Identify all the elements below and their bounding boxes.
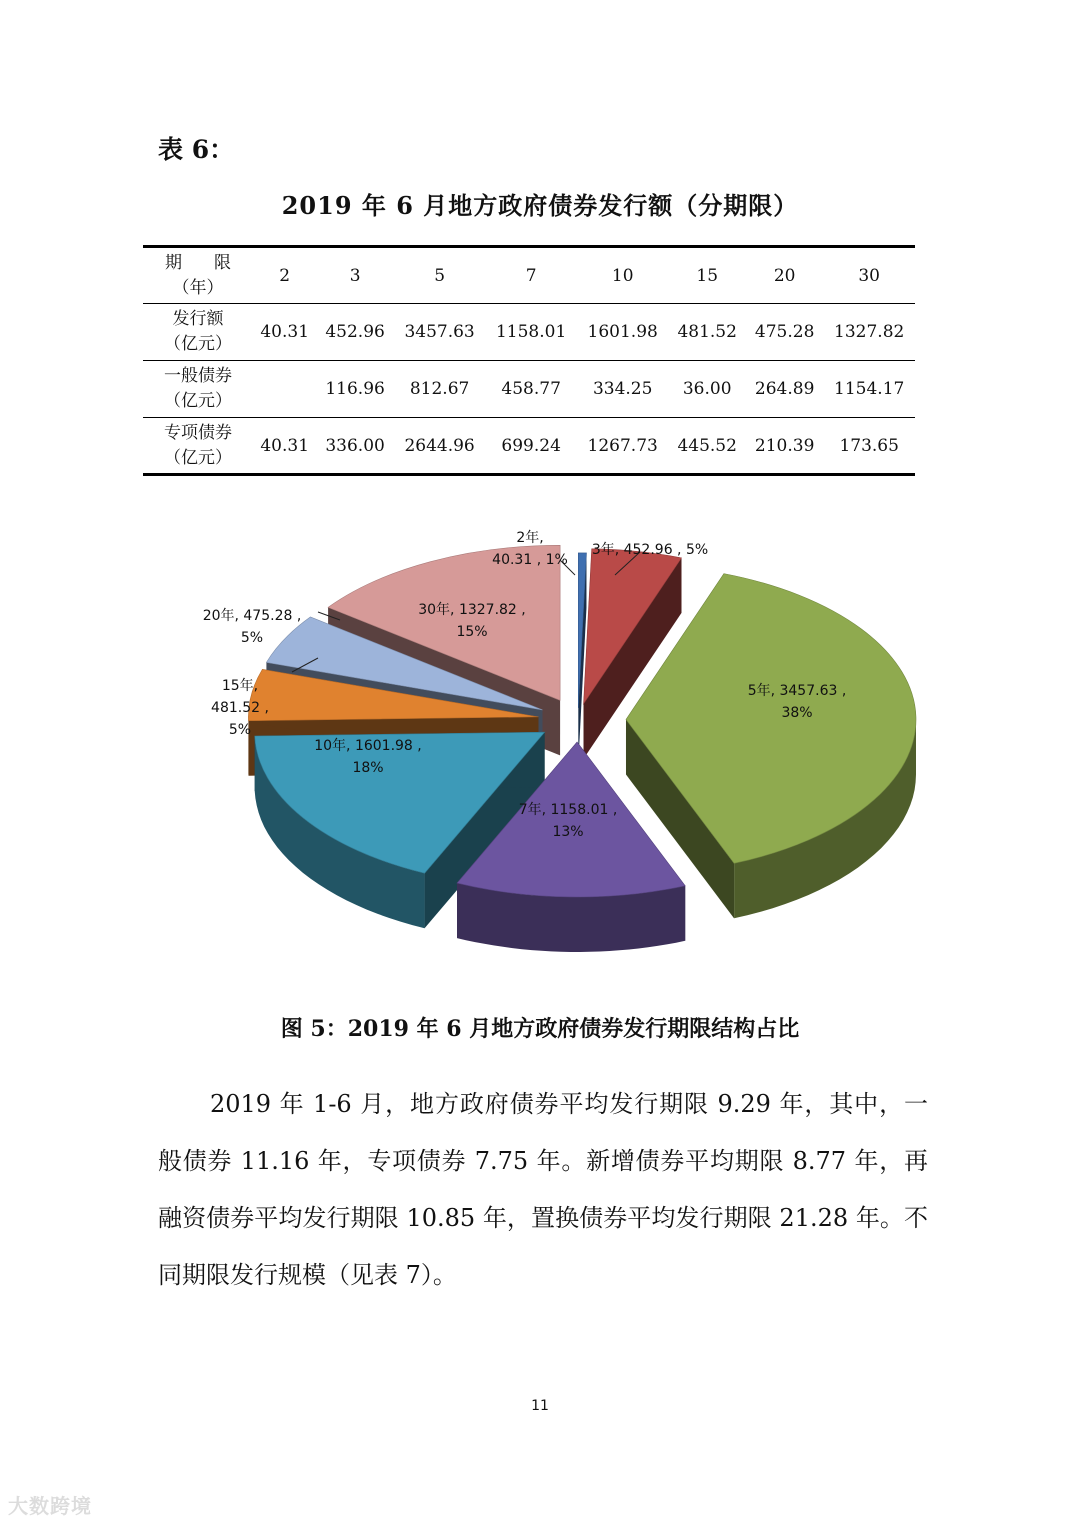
period-cell: 2 bbox=[279, 265, 291, 286]
pie-label-2年: 2年, 40.31 , 1% bbox=[492, 530, 568, 568]
value-cell: 458.77 bbox=[501, 379, 561, 399]
value-cell: 1158.01 bbox=[495, 322, 567, 342]
value-cell: 2644.96 bbox=[404, 435, 475, 456]
value-cell: 36.00 bbox=[682, 379, 732, 399]
value-cell: 812.67 bbox=[409, 379, 470, 399]
value-cell: 40.31 bbox=[260, 435, 310, 456]
value-cell: 699.24 bbox=[501, 435, 561, 456]
value-cell: 452.96 bbox=[325, 322, 385, 342]
body-paragraph bbox=[158, 1076, 928, 1304]
header-line1: 期限 bbox=[165, 252, 263, 273]
pie-label-15年: 15年, 481.52 , 5% bbox=[211, 678, 269, 738]
pie-label-5年: 5年, 3457.63 , 38% bbox=[747, 683, 847, 721]
pie-label-10年: 10年, 1601.98 , 18% bbox=[314, 738, 422, 776]
value-cell: 1601.98 bbox=[587, 322, 658, 342]
period-cell: 20 bbox=[773, 265, 796, 286]
value-cell: 173.65 bbox=[839, 435, 899, 456]
period-cell: 5 bbox=[434, 265, 446, 286]
period-cell: 15 bbox=[696, 265, 719, 286]
period-cell: 3 bbox=[349, 265, 361, 286]
value-cell: 1267.73 bbox=[587, 435, 658, 456]
header-line2: （年） bbox=[172, 277, 224, 298]
period-cell: 30 bbox=[858, 265, 880, 286]
row-head-line1: 专项债券 bbox=[164, 422, 232, 443]
watermark-logo: 大数跨境 bbox=[8, 1494, 92, 1518]
value-cell: 1154.17 bbox=[834, 379, 905, 399]
value-cell: 210.39 bbox=[754, 435, 815, 456]
row-head-line1: 一般债券 bbox=[164, 366, 232, 386]
row-head-line2: （亿元） bbox=[164, 447, 232, 468]
period-cell: 10 bbox=[611, 265, 634, 286]
page-number: 11 bbox=[531, 1398, 549, 1414]
table-label: 表 6： bbox=[158, 135, 235, 164]
row-head-line2: （亿元） bbox=[164, 391, 232, 411]
pie-label-7年: 7年, 1158.01 , 13% bbox=[518, 802, 618, 840]
value-cell: 3457.63 bbox=[404, 322, 475, 342]
value-cell: 1327.82 bbox=[834, 322, 905, 342]
period-cell: 7 bbox=[525, 265, 537, 286]
pie-label-3年: 3年, 452.96 , 5% bbox=[591, 542, 709, 558]
pie-label-30年: 30年, 1327.82 , 15% bbox=[418, 602, 526, 640]
table-title: 2019 年 6 月地方政府债券发行额（分期限） bbox=[281, 191, 799, 220]
value-cell: 334.25 bbox=[592, 379, 653, 399]
row-head-line1: 发行额 bbox=[172, 309, 224, 329]
figure-caption: 图 5：2019 年 6 月地方政府债券发行期限结构占比 bbox=[280, 1016, 800, 1042]
value-cell: 481.52 bbox=[677, 322, 737, 342]
value-cell: 116.96 bbox=[325, 379, 385, 399]
value-cell: 475.28 bbox=[754, 322, 815, 342]
value-cell: 336.00 bbox=[325, 435, 385, 456]
value-cell: 264.89 bbox=[754, 379, 815, 399]
value-cell: 445.52 bbox=[677, 435, 737, 456]
value-cell: 40.31 bbox=[260, 322, 310, 342]
row-head-line2: （亿元） bbox=[164, 334, 232, 354]
pie-label-20年: 20年, 475.28 , 5% bbox=[202, 608, 302, 646]
paragraph-text: 2019 年 1-6 月，地方政府债券平均发行期限 9.29 年，其中，一般债券 11.16 年，专项债券 7.75 年。新增债券平均期限 8.77 年，再融资债券平均发行期限 10.85 年，置换债券平均发行期限 21.28 年。不同期限发行规模（见表 7）。 bbox=[158, 1090, 928, 1289]
